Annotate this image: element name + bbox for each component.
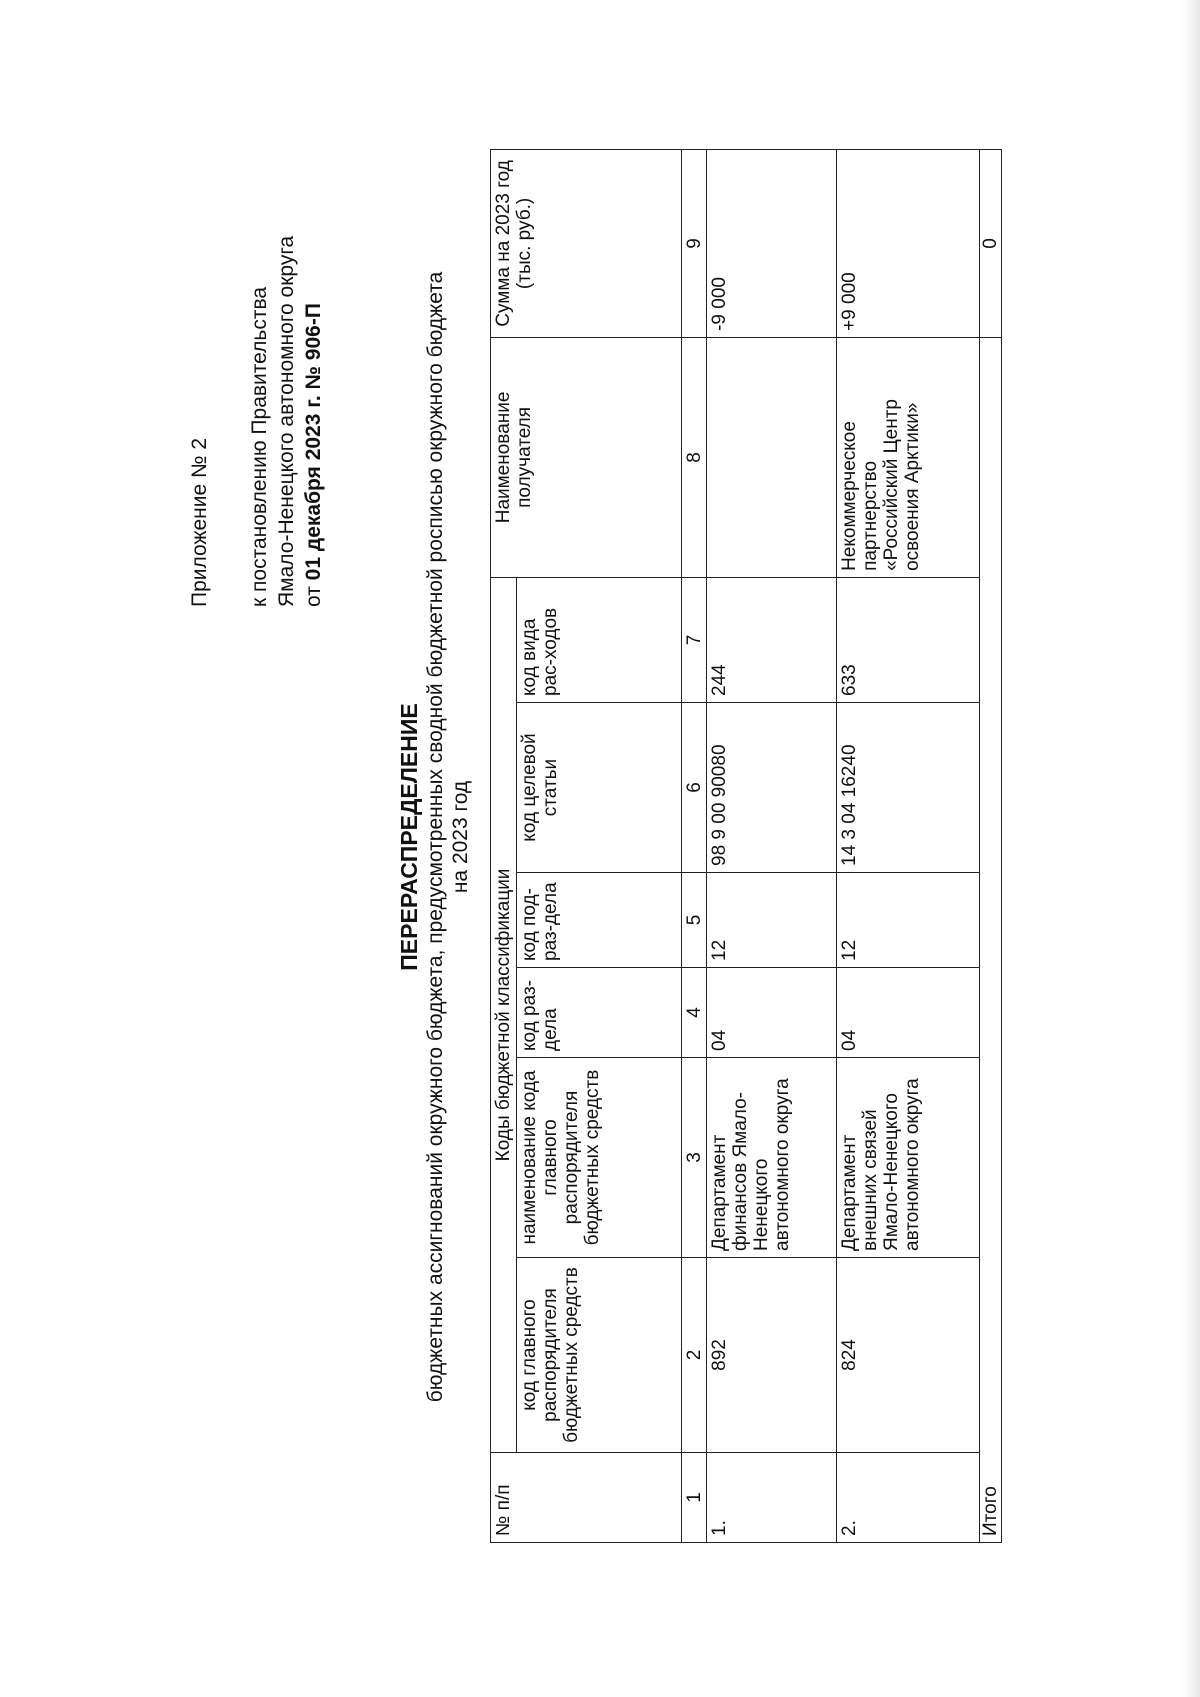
resolution-date-number: 01 декабря 2023 г. № 906-П: [302, 303, 325, 581]
resolution-prefix: от: [302, 586, 325, 607]
column-number: 4: [682, 968, 706, 1058]
column-number: 9: [682, 149, 706, 337]
row-grbs-name: Департамент внешних связей Ямало-Ненецкого автономного округа: [837, 1058, 980, 1258]
row-target: 98 9 00 90080: [706, 703, 836, 873]
header-target: код целевой статьи: [517, 703, 682, 873]
column-number: 1: [682, 1453, 706, 1543]
appendix-label: Приложение № 2: [188, 437, 211, 607]
resolution-line-2: Ямало-Ненецкого автономного округа: [275, 235, 298, 607]
table-row: [837, 149, 980, 1542]
header-grbs-name: наименование кода главного распорядителя бюджетных средств: [517, 1058, 682, 1258]
column-number: 5: [682, 873, 706, 968]
row-recipient: [706, 337, 836, 577]
total-label: Итого: [979, 337, 1001, 1542]
row-grbs-code: 824: [837, 1258, 980, 1453]
row-expense-type: 244: [706, 577, 836, 702]
column-number: 7: [682, 577, 706, 702]
row-num: 2.: [837, 1453, 980, 1543]
resolution-date-line: [300, 47, 327, 607]
table-row: [706, 149, 836, 1542]
row-grbs-code: 892: [706, 1258, 836, 1453]
header-expense-type: код вида рас-ходов: [517, 577, 682, 702]
row-amount: -9 000: [706, 149, 836, 337]
title-line-2: бюджетных ассигнований окружного бюджета, предусмотренных сводной бюджетной росписью окружного бюджета: [424, 271, 447, 1403]
column-number-row: [682, 149, 706, 1542]
row-subsection: 12: [706, 873, 836, 968]
header-amount: Сумма на 2023 год (тыс. руб.): [491, 149, 682, 337]
row-section: 04: [837, 968, 980, 1058]
header-recipient: Наименование получателя: [491, 337, 682, 577]
row-num: 1.: [706, 1453, 836, 1543]
row-amount: +9 000: [837, 149, 980, 337]
total-amount: 0: [979, 149, 1001, 337]
redistribution-table: [490, 149, 1002, 1543]
row-expense-type: 633: [837, 577, 980, 702]
row-section: 04: [706, 968, 836, 1058]
header-section: код раз-дела: [517, 968, 682, 1058]
header-grbs-code: код главного распорядителя бюджетных средств: [517, 1258, 682, 1453]
total-row: [979, 149, 1001, 1542]
column-number: 3: [682, 1058, 706, 1258]
row-grbs-name: Департамент финансов Ямало-Ненецкого автономного округа: [706, 1058, 836, 1258]
column-number: 2: [682, 1258, 706, 1453]
row-recipient: Некоммерческое партнерство «Российский Центр освоения Арктики»: [837, 337, 980, 577]
title-main: ПЕРЕРАСПРЕДЕЛЕНИЕ: [396, 703, 422, 971]
title-line-3: на 2023 год: [449, 780, 472, 894]
document-title: [395, 117, 473, 1557]
header-subsection: код под-раз-дела: [517, 873, 682, 968]
column-number: 8: [682, 337, 706, 577]
header-num: № п/п: [491, 1453, 682, 1543]
header-codes-group: Коды бюджетной классификации: [491, 577, 517, 1452]
appendix-block: [186, 47, 327, 607]
row-subsection: 12: [837, 873, 980, 968]
resolution-line-1: к постановлению Правительства: [248, 286, 271, 607]
row-target: 14 3 04 16240: [837, 703, 980, 873]
column-number: 6: [682, 703, 706, 873]
table-header-row: [491, 149, 517, 1542]
